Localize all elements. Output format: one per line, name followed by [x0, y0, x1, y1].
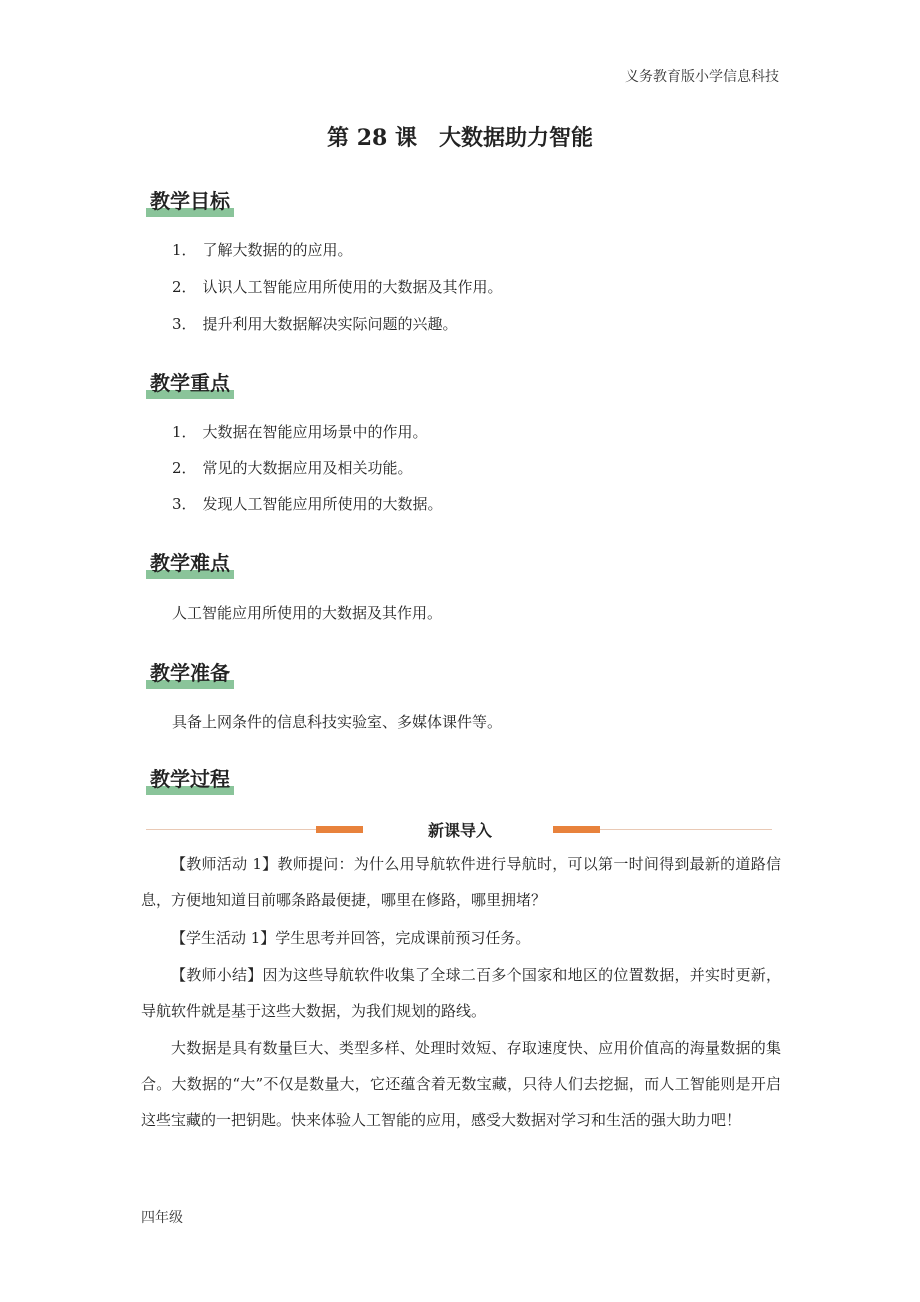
- list-item: [172, 494, 443, 514]
- divider-line-right: [600, 829, 772, 830]
- series-header: 义务教育版小学信息科技: [625, 69, 779, 85]
- list-item-text: 常见的大数据应用及相关功能。: [202, 459, 413, 477]
- list-item-text: 提升利用大数据解决实际问题的兴趣。: [202, 315, 458, 333]
- list-item: [172, 458, 413, 478]
- paragraph-teacher-summary: 【教师小结】因为这些导航软件收集了全球二百多个国家和地区的位置数据，并实时更新，导航软件就是基于这些大数据，为我们规划的路线。: [141, 966, 781, 1020]
- section-heading-preparation: [146, 660, 234, 686]
- section-heading-goals-label: 教学目标: [150, 189, 230, 213]
- list-item: [172, 422, 428, 442]
- section-heading-difficulties: [146, 550, 234, 576]
- paragraph-student-activity: 【学生活动 1】学生思考并回答，完成课前预习任务。: [171, 929, 531, 947]
- preparation-text: 具备上网条件的信息科技实验室、多媒体课件等。: [172, 713, 503, 731]
- lesson-title: 第 28 课 大数据助力智能: [327, 125, 593, 151]
- list-item-text: 了解大数据的的应用。: [202, 241, 353, 259]
- grade-footer: 四年级: [141, 1210, 183, 1226]
- list-item-number: 3．: [172, 315, 197, 333]
- list-item-text: 发现人工智能应用所使用的大数据。: [202, 495, 443, 513]
- list-item-number: 3．: [172, 495, 197, 513]
- list-item-text: 认识人工智能应用所使用的大数据及其作用。: [202, 278, 503, 296]
- paragraph-big-data-intro: 大数据是具有数量巨大、类型多样、处理时效短、存取速度快、应用价值高的海量数据的集合。大数据的“大”不仅是数量大，它还蕴含着无数宝藏，只待人们去挖掘，而人工智能则是开启这些宝藏的一把钥匙。快来体验人工智能的应用，感受大数据对学习和生活的强大助力吧！: [141, 1039, 781, 1129]
- section-heading-preparation-label: 教学准备: [150, 661, 230, 685]
- list-item: [172, 277, 503, 297]
- list-item-number: 2．: [172, 278, 197, 296]
- section-heading-key-points: [146, 370, 234, 396]
- list-item: [172, 314, 458, 334]
- list-item: [172, 240, 353, 260]
- section-heading-goals: [146, 188, 234, 214]
- section-heading-process: [146, 766, 234, 792]
- paragraph-teacher-activity: 【教师活动 1】教师提问：为什么用导航软件进行导航时，可以第一时间得到最新的道路信息，方便地知道目前哪条路最便捷，哪里在修路，哪里拥堵？: [141, 855, 781, 909]
- subsection-title: 新课导入: [427, 821, 492, 840]
- list-item-number: 2．: [172, 459, 197, 477]
- list-item-number: 1．: [172, 423, 197, 441]
- section-heading-difficulties-label: 教学难点: [150, 551, 230, 575]
- section-heading-process-label: 教学过程: [150, 767, 230, 791]
- list-item-number: 1．: [172, 241, 197, 259]
- list-item-text: 大数据在智能应用场景中的作用。: [202, 423, 428, 441]
- difficulties-text: 人工智能应用所使用的大数据及其作用。: [172, 604, 443, 622]
- divider-accent-right: [553, 826, 600, 833]
- section-heading-key-points-label: 教学重点: [150, 371, 230, 395]
